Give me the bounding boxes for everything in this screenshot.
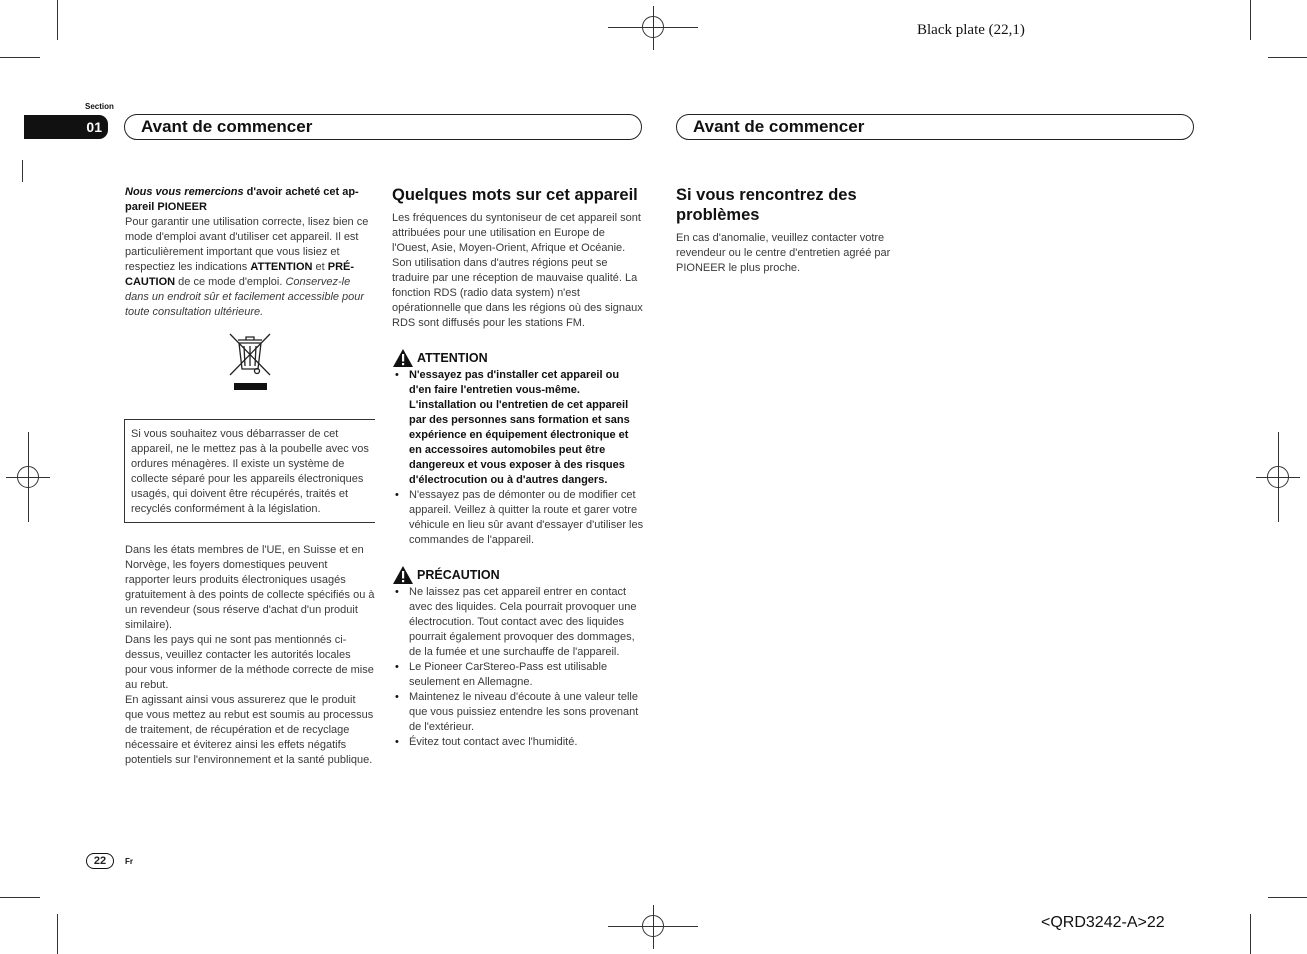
- precaution-heading: [392, 565, 644, 585]
- list-item: • Évitez tout contact avec l'humidité.: [392, 735, 644, 750]
- list-item: • Maintenez le niveau d'écoute à une valeur telle que vous puissiez entendre les sons provenant de l'extérieur.: [392, 690, 644, 735]
- eu-paragraph: Dans les états membres de l'UE, en Suisse et en Norvège, les foyers domestiques peuvent rapporter leurs produits électroniques usagés gratuitement à des points de collecte spécifiés ou à un revendeur (sous réserve d'achat d'un produit similaire).: [125, 544, 375, 631]
- precaution-ref: PRÉ-CAUTION: [125, 261, 355, 288]
- header-left-title: Avant de commencer: [141, 117, 313, 136]
- attention-ref: ATTENTION: [250, 261, 313, 273]
- attention-list: [392, 368, 644, 548]
- page-number-badge: [86, 853, 114, 869]
- intro-paragraph: Pour garantir une utilisation correcte, lisez bien ce mode d'emploi avant d'utiliser cet appareil. Il est particulièrement important que vous lisiez et respectiez les indications ATTENTION et PRÉ-CAUTION de ce mode d'emploi. Conservez-le dans un endroit sûr et facilement accessible pour toute consultation ultérieure.: [125, 216, 369, 318]
- section-number-tab: [24, 115, 108, 139]
- intro-emphasis: Nous vous remercions: [125, 186, 244, 198]
- black-plate-label: Black plate (22,1): [917, 22, 1025, 38]
- troubleshooting-title: Si vous rencontrez des problèmes: [676, 186, 857, 224]
- environment-paragraph: En agissant ainsi vous assurerez que le produit que vous mettez au rebut est soumis au processus de traitement, de récupération et de recyclage nécessaire et éviterez ainsi les effets négatifs potentiels sur l'environnement et la santé publique.: [125, 694, 374, 766]
- warning-triangle-icon: [392, 565, 414, 585]
- column-1: [125, 185, 375, 320]
- header-left: [124, 114, 642, 140]
- list-item: • Le Pioneer CarStereo-Pass est utilisable seulement en Allemagne.: [392, 660, 644, 690]
- crossed-out-wheelie-bin-icon: [227, 331, 273, 393]
- attention-label: ATTENTION: [417, 350, 488, 365]
- header-right-title: Avant de commencer: [693, 117, 865, 136]
- about-unit-paragraph: Les fréquences du syntoniseur de cet appareil sont attribuées pour une utilisation en Europe de l'Ouest, Asie, Moyen-Orient, Afrique et Océanie. Son utilisation dans d'autres régions peut se traduire par une réception de mauvaise qualité. La fonction RDS (radio data system) n'est opérationnelle que dans les régions où des signaux RDS sont diffusés pour les stations FM.: [392, 212, 643, 329]
- column-3: [676, 185, 914, 276]
- warning-triangle-icon: [392, 348, 414, 368]
- list-item: • N'essayez pas de démonter ou de modifier cet appareil. Veillez à quitter la route et garer votre véhicule en lieu sûr avant d'essayer d'utiliser les commandes de l'appareil.: [392, 488, 644, 548]
- language-code: Fr: [125, 857, 133, 866]
- disposal-notice-box: [124, 419, 375, 523]
- troubleshooting-paragraph: En cas d'anomalie, veuillez contacter votre revendeur ou le centre d'entretien agréé par PIONEER le plus proche.: [676, 232, 891, 274]
- section-label: Section: [85, 102, 114, 111]
- intro-brand: pareil PIONEER: [125, 201, 207, 213]
- about-unit-title: Quelques mots sur cet appareil: [392, 186, 638, 204]
- column-1-lower: [125, 543, 375, 768]
- list-item: • Ne laissez pas cet appareil entrer en contact avec des liquides. Cela pourrait provoquer une électrocution. Tout contact avec des liquides pourrait également provoquer des dommages, de la fumée et une surchauffe de l'appareil.: [392, 585, 644, 660]
- other-countries-paragraph: Dans les pays qui ne sont pas mentionnés ci-dessus, veuillez contacter les autorités locales pour vous informer de la méthode correcte de mise au rebut.: [125, 634, 374, 691]
- column-2: [392, 185, 644, 750]
- header-right: [676, 114, 1194, 140]
- intro-rest: d'avoir acheté cet ap-: [243, 186, 359, 198]
- page-number: 22: [93, 855, 107, 867]
- disposal-notice-text: Si vous souhaitez vous débarrasser de cet appareil, ne le mettez pas à la poubelle avec vos ordures ménagères. Il existe un système de collecte séparé pour les appareils électroniques usagés, qui doivent être récupérés, traités et recyclés conformément à la législation.: [131, 428, 369, 515]
- list-item: • N'essayez pas d'installer cet appareil ou d'en faire l'entretien vous-même. L'installation ou l'entretien de cet appareil par des personnes sans formation et sans expérience en équipement électronique et en accessoires automobiles peut être dangereux et vous exposer à des risques d'électrocution ou à d'autres dangers.: [392, 368, 644, 488]
- intro-line: [125, 185, 375, 215]
- attention-heading: [392, 348, 644, 368]
- section-number: 01: [86, 119, 102, 135]
- precaution-list: [392, 585, 644, 750]
- precaution-label: PRÉCAUTION: [417, 567, 500, 582]
- job-code-label: <QRD3242-A>22: [1041, 914, 1165, 931]
- keep-manual-note: Conservez-le dans un endroit sûr et facilement accessible pour toute consultation ultérieure.: [125, 276, 365, 318]
